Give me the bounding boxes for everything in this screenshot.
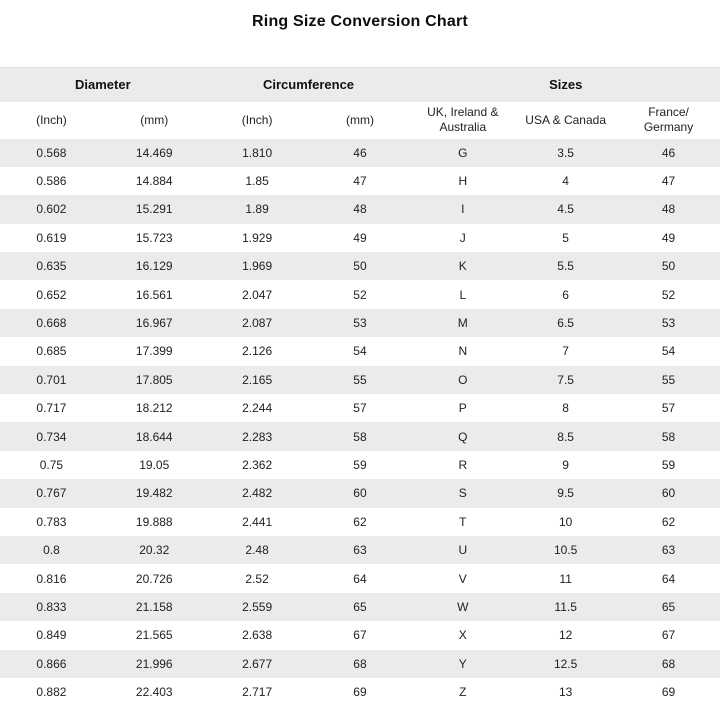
cell-diameter-inch: 0.767 xyxy=(36,486,67,501)
cell-circumference-inch: 1.969 xyxy=(242,259,273,274)
cell-size-uk-ireland-australia: T xyxy=(459,514,467,529)
cell-circumference-mm: 55 xyxy=(353,372,367,387)
cell-size-uk-ireland-australia: G xyxy=(458,145,468,160)
cell-circumference-mm: 53 xyxy=(353,316,367,331)
col-header-diameter-inch: (Inch) xyxy=(36,112,67,127)
cell-size-france-germany: 50 xyxy=(661,259,676,274)
cell-size-france-germany: 55 xyxy=(661,372,676,387)
table-row xyxy=(0,252,720,280)
cell-diameter-mm: 19.888 xyxy=(135,514,173,529)
cell-diameter-inch: 0.8 xyxy=(43,543,60,558)
cell-size-uk-ireland-australia: K xyxy=(458,259,467,274)
table-row xyxy=(0,422,720,450)
cell-circumference-inch: 2.677 xyxy=(242,656,273,671)
table-row xyxy=(0,309,720,337)
group-header-diameter: Diameter xyxy=(75,77,131,93)
cell-size-usa-canada: 6.5 xyxy=(557,316,574,331)
cell-size-france-germany: 58 xyxy=(661,429,676,444)
cell-circumference-mm: 68 xyxy=(353,656,367,671)
cell-size-france-germany: 60 xyxy=(661,486,676,501)
table-row xyxy=(0,366,720,394)
cell-circumference-mm: 50 xyxy=(353,259,367,274)
cell-circumference-inch: 2.638 xyxy=(242,628,273,643)
col-header-circumference-inch: (Inch) xyxy=(241,112,273,127)
cell-size-uk-ireland-australia: J xyxy=(459,230,466,245)
cell-size-france-germany: 46 xyxy=(661,145,676,160)
cell-diameter-inch: 0.685 xyxy=(36,344,67,359)
cell-size-france-germany: 67 xyxy=(661,628,676,643)
cell-size-usa-canada: 13 xyxy=(558,685,573,700)
cell-circumference-inch: 1.810 xyxy=(242,145,273,160)
cell-diameter-mm: 16.967 xyxy=(135,316,173,331)
cell-diameter-inch: 0.568 xyxy=(36,145,67,160)
cell-size-france-germany: 64 xyxy=(661,571,676,586)
cell-size-usa-canada: 6 xyxy=(562,287,569,302)
cell-size-uk-ireland-australia: P xyxy=(458,401,467,416)
cell-size-usa-canada: 3.5 xyxy=(557,145,574,160)
cell-diameter-mm: 19.05 xyxy=(139,457,170,472)
cell-circumference-inch: 2.717 xyxy=(242,685,273,700)
cell-diameter-mm: 20.726 xyxy=(135,571,173,586)
cell-size-france-germany: 53 xyxy=(661,316,676,331)
cell-size-usa-canada: 12 xyxy=(558,628,573,643)
cell-size-france-germany: 47 xyxy=(661,174,676,189)
col-header-diameter-mm: (mm) xyxy=(140,112,169,127)
table-row xyxy=(0,451,720,479)
cell-size-uk-ireland-australia: M xyxy=(457,316,468,331)
cell-size-france-germany: 48 xyxy=(661,202,676,217)
cell-diameter-inch: 0.849 xyxy=(36,628,67,643)
table-row xyxy=(0,139,720,167)
cell-diameter-mm: 17.805 xyxy=(135,372,173,387)
cell-size-france-germany: 52 xyxy=(661,287,676,302)
table-row xyxy=(0,593,720,621)
group-header-sizes: Sizes xyxy=(549,77,583,93)
cell-circumference-mm: 62 xyxy=(353,514,367,529)
cell-size-france-germany: 65 xyxy=(661,599,676,614)
col-header-size-france-germany: France/ Germany xyxy=(643,105,694,134)
cell-size-usa-canada: 10 xyxy=(558,514,573,529)
cell-diameter-inch: 0.866 xyxy=(36,656,67,671)
cell-diameter-mm: 17.399 xyxy=(135,344,173,359)
group-header-row xyxy=(0,68,720,102)
cell-size-usa-canada: 12.5 xyxy=(553,656,578,671)
cell-size-usa-canada: 8 xyxy=(562,401,569,416)
cell-diameter-inch: 0.734 xyxy=(36,429,67,444)
cell-diameter-inch: 0.619 xyxy=(36,230,67,245)
cell-circumference-mm: 48 xyxy=(353,202,367,217)
cell-size-france-germany: 59 xyxy=(661,457,676,472)
cell-circumference-inch: 2.482 xyxy=(242,486,273,501)
table-row xyxy=(0,280,720,308)
cell-circumference-mm: 46 xyxy=(353,145,367,160)
cell-diameter-inch: 0.75 xyxy=(39,457,64,472)
cell-diameter-mm: 14.884 xyxy=(135,174,173,189)
table-row xyxy=(0,337,720,365)
cell-circumference-mm: 52 xyxy=(353,287,367,302)
cell-diameter-mm: 14.469 xyxy=(135,145,173,160)
cell-circumference-inch: 2.283 xyxy=(242,429,273,444)
col-header-size-uk-ireland-australia: UK, Ireland & Australia xyxy=(427,105,499,134)
cell-size-usa-canada: 5 xyxy=(562,230,569,245)
cell-circumference-inch: 2.559 xyxy=(242,599,273,614)
cell-circumference-mm: 58 xyxy=(353,429,367,444)
cell-circumference-mm: 69 xyxy=(353,685,367,700)
table-header xyxy=(0,68,720,139)
ring-size-table xyxy=(0,67,720,706)
cell-size-usa-canada: 4.5 xyxy=(557,202,574,217)
table-row xyxy=(0,536,720,564)
cell-size-uk-ireland-australia: R xyxy=(458,457,468,472)
cell-circumference-inch: 1.85 xyxy=(245,174,269,189)
cell-diameter-mm: 18.644 xyxy=(135,429,173,444)
cell-circumference-mm: 47 xyxy=(353,174,367,189)
cell-size-usa-canada: 10.5 xyxy=(553,543,578,558)
cell-size-uk-ireland-australia: H xyxy=(458,174,468,189)
cell-size-uk-ireland-australia: Z xyxy=(459,685,467,700)
cell-circumference-inch: 2.047 xyxy=(242,287,273,302)
cell-diameter-inch: 0.816 xyxy=(36,571,67,586)
cell-size-france-germany: 49 xyxy=(661,230,676,245)
cell-diameter-inch: 0.833 xyxy=(36,599,67,614)
cell-size-usa-canada: 7 xyxy=(562,344,569,359)
cell-size-uk-ireland-australia: Q xyxy=(458,429,468,444)
cell-circumference-mm: 64 xyxy=(353,571,367,586)
table-row xyxy=(0,678,720,706)
cell-diameter-inch: 0.717 xyxy=(36,401,67,416)
cell-circumference-mm: 59 xyxy=(353,457,367,472)
cell-circumference-inch: 1.929 xyxy=(242,230,273,245)
cell-circumference-inch: 2.362 xyxy=(242,457,273,472)
cell-diameter-inch: 0.882 xyxy=(36,685,67,700)
cell-circumference-inch: 2.126 xyxy=(242,344,273,359)
cell-diameter-mm: 21.996 xyxy=(135,656,173,671)
cell-diameter-inch: 0.635 xyxy=(36,259,67,274)
cell-size-uk-ireland-australia: U xyxy=(458,543,468,558)
table-row xyxy=(0,167,720,195)
group-header-circumference: Circumference xyxy=(263,77,355,93)
cell-size-usa-canada: 11.5 xyxy=(554,599,577,614)
cell-diameter-mm: 16.561 xyxy=(135,287,173,302)
cell-diameter-mm: 21.158 xyxy=(135,599,173,614)
col-header-circumference-mm: (mm) xyxy=(345,112,374,127)
table-row xyxy=(0,479,720,507)
cell-circumference-mm: 63 xyxy=(353,543,367,558)
cell-diameter-mm: 18.212 xyxy=(135,401,173,416)
cell-size-usa-canada: 11 xyxy=(559,571,572,586)
cell-size-uk-ireland-australia: N xyxy=(458,344,468,359)
cell-circumference-inch: 2.48 xyxy=(245,543,269,558)
cell-circumference-inch: 2.165 xyxy=(242,372,273,387)
cell-size-usa-canada: 7.5 xyxy=(557,372,574,387)
table-row xyxy=(0,195,720,223)
sub-header-row xyxy=(0,102,720,139)
cell-circumference-inch: 2.441 xyxy=(242,514,273,529)
cell-size-france-germany: 54 xyxy=(661,344,676,359)
table-row xyxy=(0,564,720,592)
cell-diameter-mm: 22.403 xyxy=(135,685,173,700)
cell-diameter-mm: 15.291 xyxy=(135,202,173,217)
table-row xyxy=(0,224,720,252)
cell-size-france-germany: 62 xyxy=(661,514,676,529)
cell-size-usa-canada: 9 xyxy=(562,457,569,472)
cell-circumference-mm: 49 xyxy=(353,230,367,245)
cell-diameter-inch: 0.602 xyxy=(36,202,67,217)
cell-circumference-mm: 57 xyxy=(353,401,367,416)
cell-diameter-inch: 0.652 xyxy=(36,287,67,302)
cell-diameter-inch: 0.701 xyxy=(36,372,67,387)
cell-circumference-inch: 2.244 xyxy=(242,401,273,416)
table-row xyxy=(0,394,720,422)
cell-size-usa-canada: 5.5 xyxy=(557,259,574,274)
cell-size-uk-ireland-australia: S xyxy=(458,486,467,501)
cell-size-usa-canada: 4 xyxy=(562,174,569,189)
cell-size-uk-ireland-australia: Y xyxy=(458,656,467,671)
cell-size-france-germany: 69 xyxy=(661,685,676,700)
cell-diameter-mm: 19.482 xyxy=(135,486,173,501)
cell-size-usa-canada: 9.5 xyxy=(557,486,574,501)
table-row xyxy=(0,650,720,678)
cell-circumference-mm: 60 xyxy=(353,486,367,501)
cell-circumference-inch: 2.087 xyxy=(242,316,273,331)
cell-size-uk-ireland-australia: L xyxy=(459,287,467,302)
cell-circumference-inch: 2.52 xyxy=(245,571,269,586)
table-row xyxy=(0,621,720,649)
cell-diameter-mm: 16.129 xyxy=(135,259,173,274)
cell-circumference-mm: 65 xyxy=(353,599,367,614)
cell-size-france-germany: 63 xyxy=(661,543,676,558)
cell-size-uk-ireland-australia: I xyxy=(461,202,465,217)
cell-size-uk-ireland-australia: V xyxy=(458,571,467,586)
cell-diameter-mm: 21.565 xyxy=(135,628,173,643)
cell-circumference-mm: 54 xyxy=(353,344,367,359)
cell-size-france-germany: 68 xyxy=(661,656,676,671)
cell-diameter-mm: 20.32 xyxy=(139,543,170,558)
cell-diameter-inch: 0.783 xyxy=(36,514,67,529)
cell-circumference-inch: 1.89 xyxy=(245,202,269,217)
cell-size-uk-ireland-australia: O xyxy=(458,372,468,387)
cell-size-usa-canada: 8.5 xyxy=(557,429,574,444)
cell-diameter-inch: 0.586 xyxy=(36,174,67,189)
page-title: Ring Size Conversion Chart xyxy=(252,13,468,30)
cell-diameter-inch: 0.668 xyxy=(36,316,67,331)
cell-circumference-mm: 67 xyxy=(353,628,367,643)
cell-diameter-mm: 15.723 xyxy=(135,230,173,245)
col-header-size-usa-canada: USA & Canada xyxy=(525,112,606,127)
cell-size-uk-ireland-australia: W xyxy=(457,599,469,614)
cell-size-uk-ireland-australia: X xyxy=(458,628,467,643)
table-body xyxy=(0,139,720,707)
cell-size-france-germany: 57 xyxy=(661,401,676,416)
table-row xyxy=(0,508,720,536)
